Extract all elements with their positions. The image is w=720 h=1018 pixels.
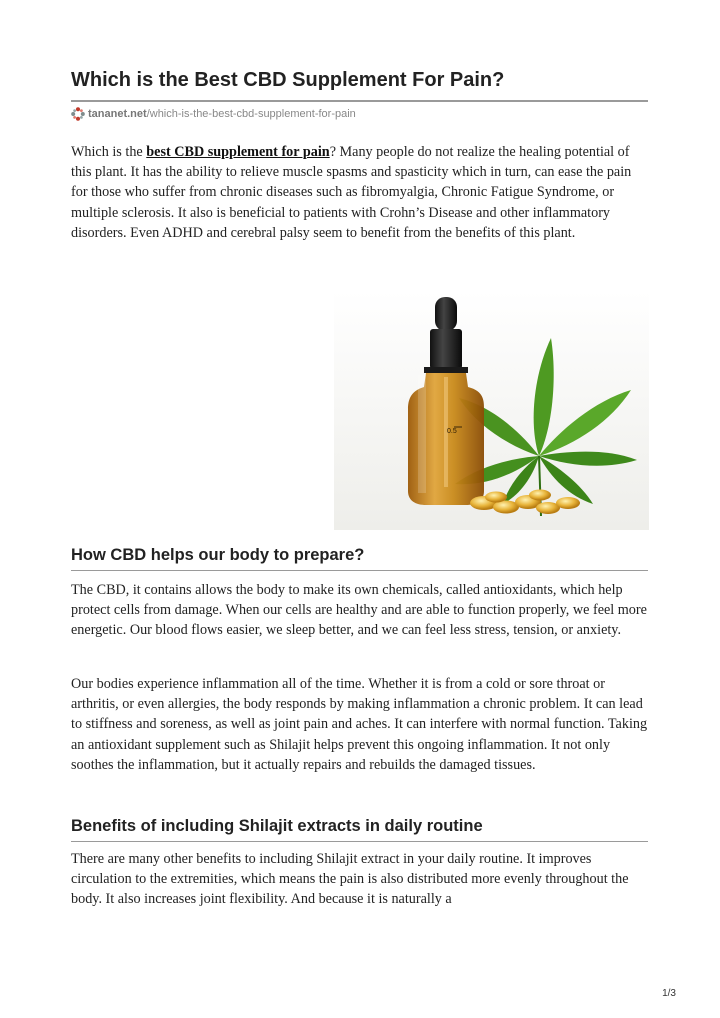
section-divider-1 bbox=[71, 570, 648, 571]
intro-lead: Which is the bbox=[71, 144, 147, 160]
source-path[interactable]: /which-is-the-best-cbd-supplement-for-pain bbox=[146, 108, 356, 120]
cbd-oil-image bbox=[334, 291, 649, 530]
section-divider-2 bbox=[71, 841, 648, 842]
section-heading-shilajit: Benefits of including Shilajit extracts in daily routine bbox=[71, 817, 483, 835]
page-title: Which is the Best CBD Supplement For Pain? bbox=[71, 69, 505, 91]
source-line bbox=[71, 105, 356, 123]
tananet-logo-icon bbox=[71, 107, 85, 121]
section1-paragraph-2: Our bodies experience inflammation all of the time. Whether it is from a cold or sore throat or arthritis, or even allergies, the body responds by making inflammation a chronic problem. It can lead to stiffness and soreness, as well as joint pain and aches. It can interfere with normal function. Taking an antioxidant supplement such as Shilajit helps prevent this ongoing inflammation. It not only soothes the inflammation, but it actually repairs and rebuilds the damaged tissues. bbox=[71, 676, 648, 773]
section-heading-cbd: How CBD helps our body to prepare? bbox=[71, 546, 365, 564]
cbd-oil-illustration bbox=[334, 291, 649, 530]
intro-paragraph bbox=[71, 142, 651, 243]
cbd-supplement-link[interactable]: best CBD supplement for pain bbox=[146, 144, 330, 160]
source-domain[interactable]: tananet.net bbox=[88, 108, 147, 120]
section1-paragraph-1: The CBD, it contains allows the body to make its own chemicals, called antioxidants, which help protect cells from damage. When our cells are healthy and are able to function properly, we feel more energetic. Our blood flows easier, we sleep better, and we can feel less stress, tension, or anxiety. bbox=[71, 582, 647, 639]
intro-rest: ? Many people do not realize the healing potential of this plant. It has the ability to relieve muscle spasms and spasticity which in turn, can ease the pain for those who suffer from chronic diseases such as fibromyalgia, Chronic Fatigue Syndrome, or multiple sclerosis. It also is beneficial to patients with Crohn’s Disease and other inflammatory disorders. Even ADHD and cerebral palsy seem to benefit from the benefits of this plant. bbox=[71, 144, 632, 241]
bottle-label: 0.5 bbox=[447, 428, 457, 435]
page-number: 1/3 bbox=[662, 988, 676, 999]
title-divider bbox=[71, 100, 648, 102]
section2-paragraph-1: There are many other benefits to including Shilajit extract in your daily routine. It improves circulation to the extremities, which means the pain is also distributed more evenly throughout the body. It also increases joint flexibility. And because it is naturally a bbox=[71, 851, 629, 908]
